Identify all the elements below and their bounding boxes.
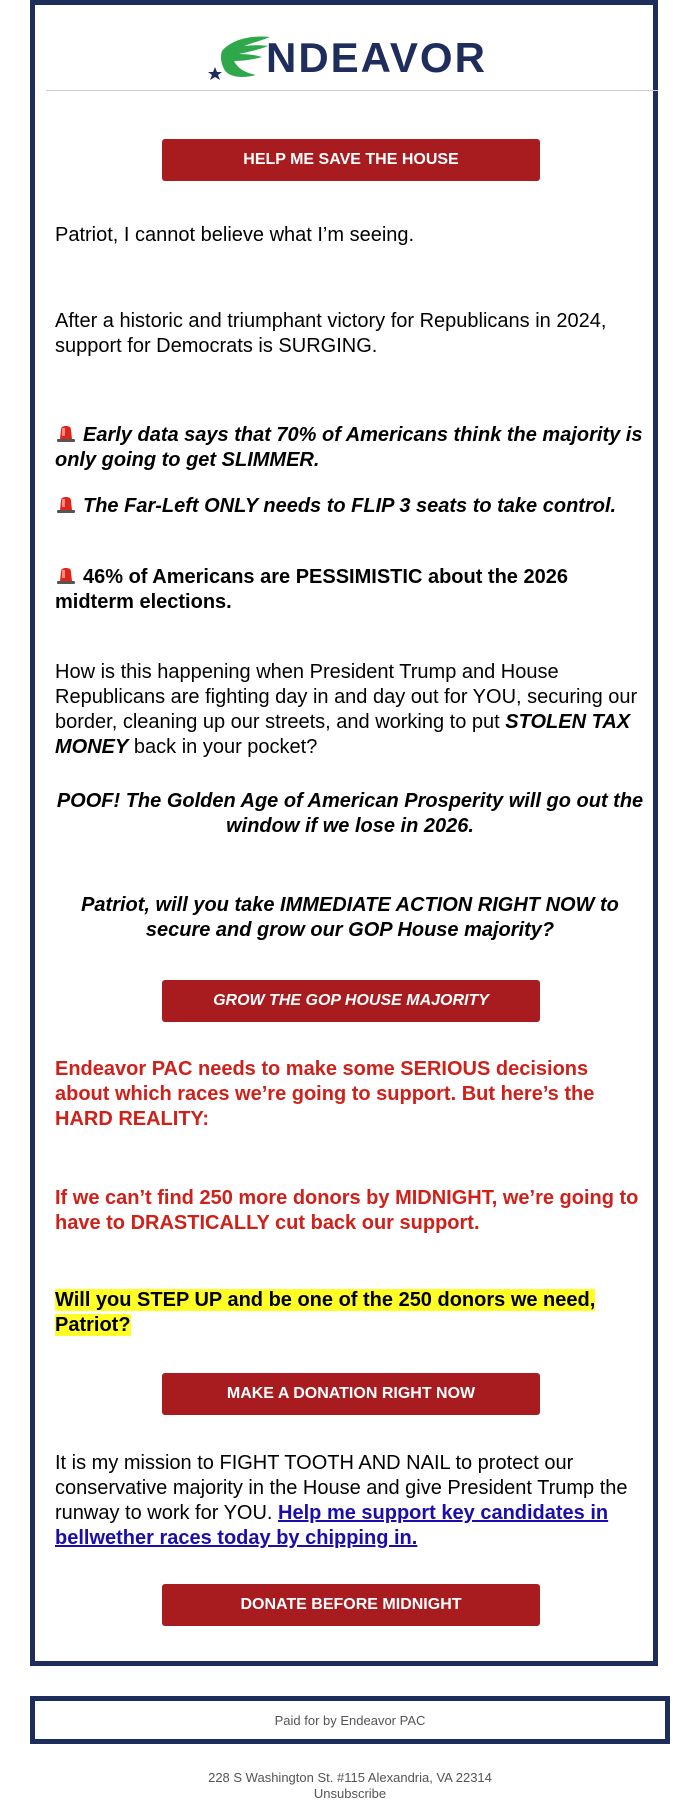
bullet-2 [55, 494, 645, 519]
how-text-emphasis: STOLEN TAX MONEY [55, 711, 631, 758]
bullet-3-text: 46% of Americans are PESSIMISTIC about the 2026 midterm elections. [55, 566, 568, 613]
unsubscribe-link[interactable]: Unsubscribe [313, 1786, 387, 1801]
poof-text: POOF! The Golden Age of American Prosperity will go out the window if we lose in 2026. [56, 790, 644, 837]
support-candidates-link[interactable]: Help me support key candidates in bellwether races today by chipping in. [55, 1502, 609, 1549]
donate-before-midnight-button[interactable]: DONATE BEFORE MIDNIGHT [162, 1584, 540, 1626]
step-up-highlight: Will you STEP UP and be one of the 250 donors we need, Patriot? [55, 1289, 596, 1336]
paid-for-box [30, 1696, 670, 1744]
help-save-house-button[interactable]: HELP ME SAVE THE HOUSE [162, 139, 540, 181]
intro-text: Patriot, I cannot believe what I’m seeing. [55, 224, 415, 246]
header-divider [46, 90, 658, 91]
make-donation-button[interactable]: MAKE A DONATION RIGHT NOW [162, 1373, 540, 1415]
midnight-warning-text: If we can’t find 250 more donors by MIDNIGHT, we’re going to have to DRASTICALLY cut back our support. [55, 1187, 639, 1234]
mission-text-body: It is my mission to FIGHT TOOTH AND NAIL to protect our conservative majority in the House and give President Trump the runway to work for YOU. [55, 1452, 628, 1524]
siren-icon [55, 496, 77, 514]
bullet-2-text: The Far-Left ONLY needs to FLIP 3 seats to take control. [83, 495, 617, 517]
siren-icon [55, 567, 77, 585]
paid-for-text: Paid for by Endeavor PAC [274, 1712, 426, 1728]
how-text-suffix: back in your pocket? [128, 736, 318, 758]
mailing-address: 228 S Washington St. #115 Alexandria, VA 22314 [208, 1770, 492, 1785]
how-text-prefix: How is this happening when President Trump and House Republicans are fighting day in and day out for YOU, securing our border, cleaning up our streets, and working to put [55, 661, 638, 733]
mission-text [55, 1451, 645, 1551]
step-up-text [55, 1288, 645, 1338]
bullet-1-text: Early data says that 70% of Americans think the majority is only going to get SLIMMER. [55, 424, 643, 471]
bullet-3 [55, 565, 645, 615]
logo-wordmark: NDEAVOR [266, 34, 487, 81]
how-text [55, 660, 645, 760]
victory-text: After a historic and triumphant victory for Republicans in 2024, support for Democrats is SURGING. [55, 310, 607, 357]
siren-icon [55, 425, 77, 443]
serious-decisions-text: Endeavor PAC needs to make some SERIOUS decisions about which races we’re going to support. But here’s the HARD REALITY: [55, 1058, 595, 1130]
grow-majority-button[interactable]: GROW THE GOP HOUSE MAJORITY [162, 980, 540, 1022]
bullet-1 [55, 423, 645, 473]
wing-e-icon [208, 33, 270, 83]
ask-text: Patriot, will you take IMMEDIATE ACTION RIGHT NOW to secure and grow our GOP House majority? [81, 894, 619, 941]
endeavor-logo [208, 33, 487, 83]
